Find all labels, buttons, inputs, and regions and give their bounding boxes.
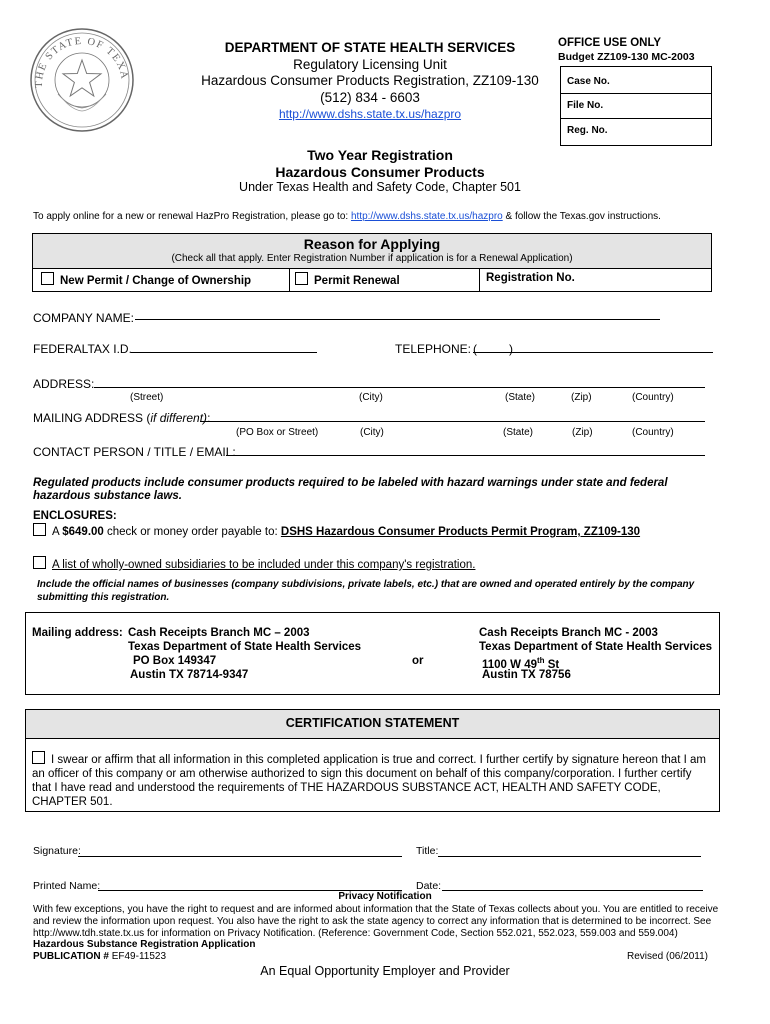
mailing-address-box: [25, 612, 720, 695]
state-caption: (State): [505, 392, 536, 403]
budget-code: Budget ZZ109-130 MC-2003: [558, 51, 695, 63]
application-name: Hazardous Substance Registration Application: [33, 939, 256, 950]
office-use-title: OFFICE USE ONLY: [558, 37, 662, 49]
pobox-caption: (PO Box or Street): [236, 427, 319, 438]
subs-note-end: .: [166, 592, 170, 603]
privacy-heading: Privacy Notification: [338, 891, 432, 902]
file-no-label: File No.: [567, 100, 604, 111]
renewal-checkbox[interactable]: [295, 272, 308, 285]
subsidiaries-note: [37, 578, 707, 604]
svg-text:THE STATE OF TEXAS: [28, 26, 130, 88]
new-permit-label: New Permit / Change of Ownership: [60, 275, 252, 287]
signature-label: Signature:: [33, 845, 81, 857]
new-permit-checkbox[interactable]: [41, 272, 54, 285]
mailing-prefix: MAILING ADDRESS (: [33, 411, 151, 425]
form-title: Two Year Registration: [307, 147, 453, 163]
reason-note: (Check all that apply. Enter Registration Number if application is for a Renewal Application): [171, 253, 573, 264]
certification-statement[interactable]: [32, 751, 712, 809]
tel-open-paren: (: [473, 342, 477, 356]
new-permit-option[interactable]: [41, 272, 251, 287]
street-caption: (Street): [130, 392, 164, 403]
certification-heading: CERTIFICATION STATEMENT: [285, 716, 460, 730]
address-input[interactable]: [94, 387, 705, 388]
publication-number: [33, 951, 166, 962]
mail-city-caption: (City): [360, 427, 384, 438]
telephone-input[interactable]: [473, 352, 713, 353]
subsidiaries-label: A list of wholly-owned subsidiaries to be included under this company's registration.: [52, 559, 476, 571]
mail-left-line4: Austin TX 78714-9347: [130, 669, 249, 681]
mail-left-line2: Texas Department of State Health Services: [128, 641, 362, 653]
renewal-option[interactable]: [295, 272, 400, 287]
mailing-address-label: [33, 411, 210, 425]
phone-number: (512) 834 - 6603: [320, 90, 420, 105]
fee-prefix: A: [52, 526, 63, 538]
mail-left-line1: Cash Receipts Branch MC – 2003: [128, 627, 310, 639]
state-seal: [28, 26, 136, 134]
certification-box: [25, 709, 720, 812]
mail-right3-post: St: [544, 658, 560, 671]
online-link[interactable]: http://www.dshs.state.tx.us/hazpro: [350, 211, 503, 222]
pub-label: PUBLICATION #: [33, 951, 109, 962]
title-label: Title:: [416, 845, 439, 857]
fedtax-input[interactable]: [131, 352, 317, 353]
mailing-suffix: :: [207, 411, 211, 425]
contact-input[interactable]: [226, 455, 705, 456]
fee-payee: DSHS Hazardous Consumer Products Permit Program, ZZ109-130: [280, 526, 641, 538]
agency-name: DEPARTMENT OF STATE HEALTH SERVICES: [224, 40, 516, 55]
address-label: ADDRESS:: [33, 377, 95, 391]
mailing-address-input[interactable]: [200, 421, 705, 422]
fee-checkbox[interactable]: [33, 523, 46, 536]
regulated-products-note: Regulated products include consumer products required to be labeled with hazard warnings under state and federal hazardous substance laws.: [33, 477, 668, 502]
revised-date: Revised (06/2011): [627, 951, 708, 962]
hazpro-link[interactable]: http://www.dshs.state.tx.us/hazpro: [278, 107, 462, 121]
contact-label: CONTACT PERSON / TITLE / EMAIL:: [33, 445, 236, 459]
online-instructions: [33, 211, 661, 222]
certification-checkbox[interactable]: [32, 751, 45, 764]
mail-country-caption: (Country): [632, 427, 674, 438]
subsidiaries-checkbox[interactable]: [33, 556, 46, 569]
mailing-italic: if different): [150, 411, 208, 425]
online-prefix: To apply online for a new or renewal HazPro Registration, please go to:: [33, 211, 349, 222]
mail-to-label: Mailing address:: [32, 627, 123, 639]
pub-num: EF49-11523: [108, 951, 167, 962]
date-label: Date:: [416, 880, 442, 892]
form-statute: Under Texas Health and Safety Code, Chapter 501: [239, 180, 521, 194]
city-caption: (City): [359, 392, 383, 403]
online-suffix: & follow the Texas.gov instructions.: [505, 211, 661, 222]
signature-input[interactable]: [78, 856, 402, 857]
tel-close-paren: ): [509, 342, 513, 356]
eoe-statement: An Equal Opportunity Employer and Provider: [260, 964, 510, 978]
fee-amount: $649.00: [62, 526, 104, 538]
enclosures-heading: ENCLOSURES:: [33, 510, 117, 522]
case-no-label: Case No.: [567, 76, 610, 87]
certification-text: I swear or affirm that all information in this completed application is true and correct. I further certify by signature hereon that I am an officer of this company or am otherwise authorized to sign this document on behalf of this company/corporation. I further certify that I have read and understood the requirements of THE HAZARDOUS SUBSTANCE ACT, HEALTH AND SAFETY CODE, CHAPTER 501.: [32, 754, 706, 808]
reason-box: [32, 233, 712, 292]
registration-no-field[interactable]: Registration No.: [486, 272, 575, 284]
unit-name: Regulatory Licensing Unit: [293, 57, 447, 72]
form-subtitle: Hazardous Consumer Products: [275, 164, 485, 180]
subs-note-text: Include the official names of businesses (company subdivisions, private labels, etc.) that are owned and operated entirely by the company submitting this registration: [37, 579, 695, 603]
telephone-label: TELEPHONE:: [395, 342, 472, 356]
printed-name-label: Printed Name:: [33, 880, 101, 892]
mail-right3-pre: 1100 W 49: [482, 658, 537, 671]
title-input[interactable]: [438, 856, 701, 857]
office-use-box: [560, 66, 712, 146]
mail-or: or: [412, 655, 424, 667]
fedtax-label: FEDERALTAX I.D.: [33, 342, 132, 356]
reason-heading: Reason for Applying: [303, 236, 441, 252]
mail-right-line2: Texas Department of State Health Services: [479, 641, 713, 653]
mail-right-line1: Cash Receipts Branch MC - 2003: [479, 627, 658, 639]
country-caption: (Country): [632, 392, 674, 403]
seal-text: THE STATE OF TEXA: [33, 35, 130, 88]
fee-option[interactable]: [33, 523, 640, 538]
privacy-text: With few exceptions, you have the right to request and are informed about information that the State of Texas collects about you. You are entitled to receive and review the information upon request. You also have the right to ask the state agency to correct any information that is determined to be incorrect. See http://www.tdh.state.tx.us for information on Privacy Notification. (Reference: Government Code, Section 552.021, 552.023, 559.003 and 559.004): [33, 904, 719, 939]
zip-caption: (Zip): [571, 392, 592, 403]
mail-state-caption: (State): [503, 427, 534, 438]
mail-right3-sup: th: [536, 656, 545, 665]
renewal-label: Permit Renewal: [314, 275, 400, 287]
mail-left-line3: PO Box 149347: [133, 655, 217, 667]
company-name-label: COMPANY NAME:: [33, 311, 134, 325]
fee-mid: check or money order payable to:: [103, 526, 281, 538]
subsidiaries-option[interactable]: [33, 556, 475, 571]
mail-zip-caption: (Zip): [572, 427, 593, 438]
mail-right-line4: Austin TX 78756: [482, 669, 571, 681]
company-name-input[interactable]: [135, 319, 660, 320]
program-name: Hazardous Consumer Products Registration, ZZ109-130: [201, 73, 539, 88]
reg-no-label: Reg. No.: [567, 125, 608, 136]
